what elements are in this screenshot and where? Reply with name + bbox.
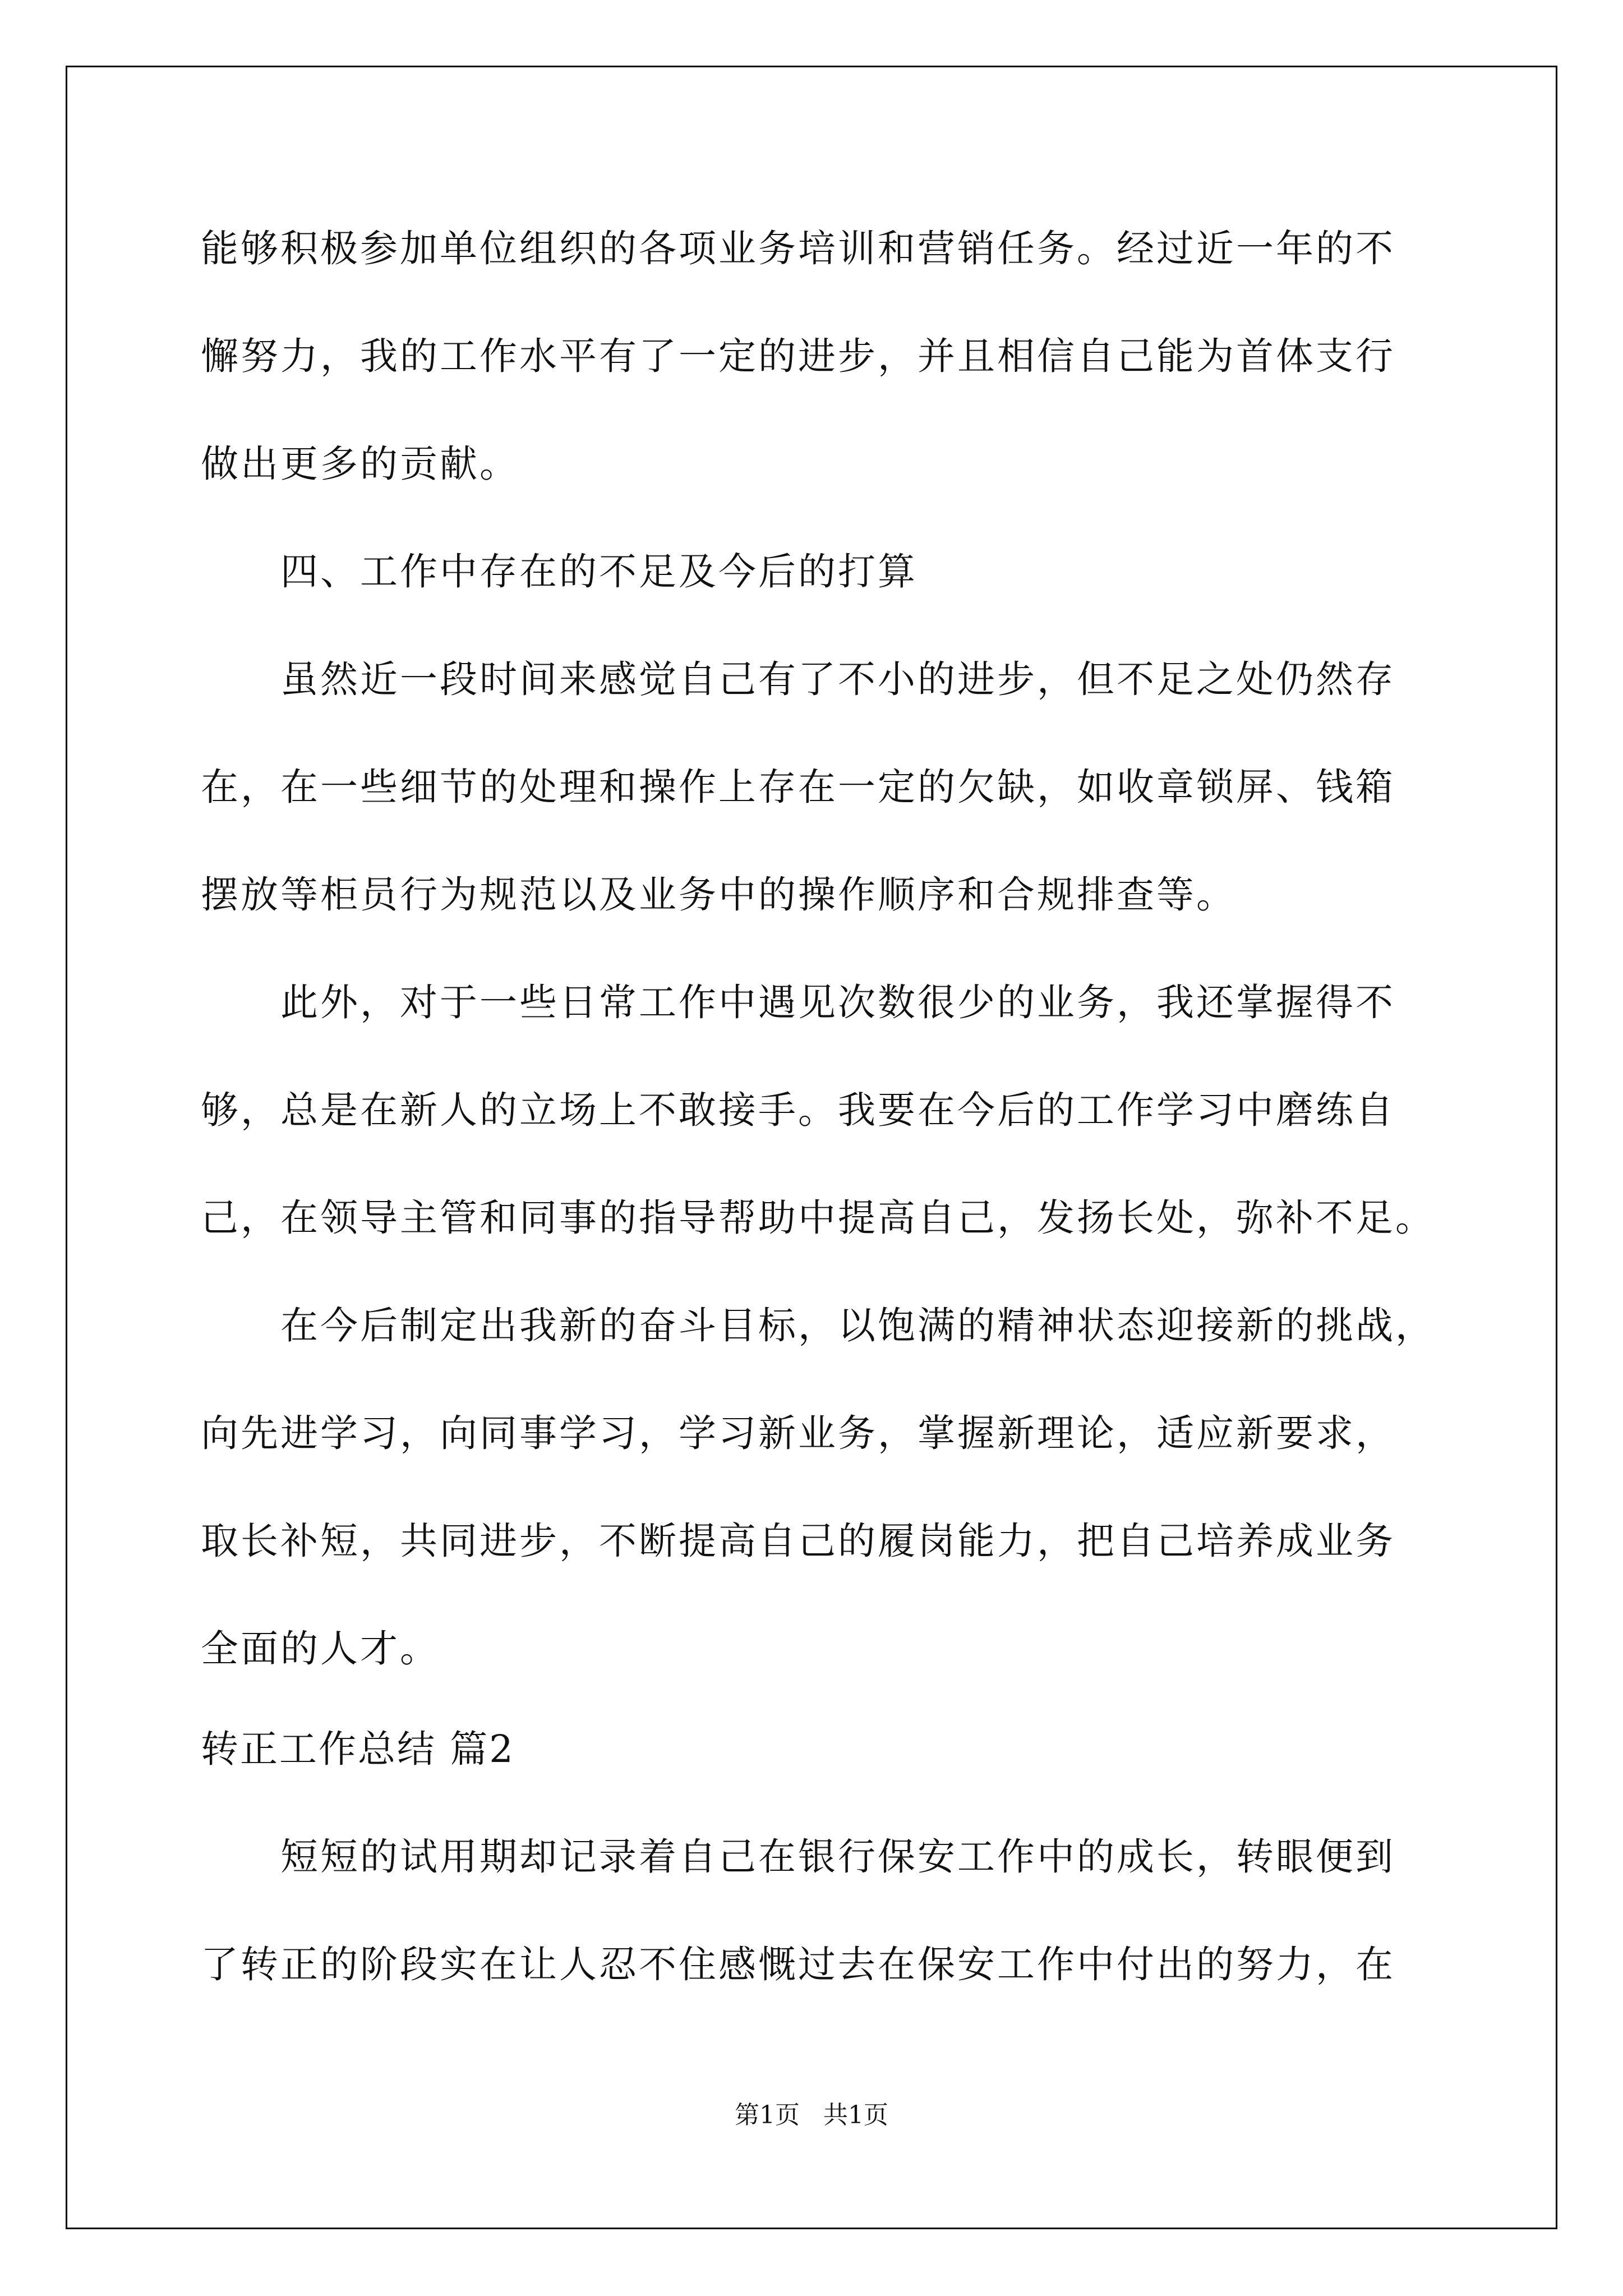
article-heading: 转正工作总结 篇2 bbox=[201, 1727, 515, 1771]
text-line: 全面的人才。 bbox=[201, 1627, 440, 1671]
text-line: 摆放等柜员行为规范以及业务中的操作顺序和合规排查等。 bbox=[201, 873, 1236, 917]
text-line: 了转正的阶段实在让人忍不住感慨过去在保安工作中付出的努力，在 bbox=[201, 1943, 1395, 1986]
section-heading: 四、工作中存在的不足及今后的打算 bbox=[280, 550, 917, 593]
text-line: 在，在一些细节的处理和操作上存在一定的欠缺，如收章锁屏、钱箱 bbox=[201, 765, 1395, 809]
text-line: 取长补短，共同进步，不断提高自己的履岗能力，把自己培养成业务 bbox=[201, 1519, 1395, 1563]
text-line: 短短的试用期却记录着自己在银行保安工作中的成长，转眼便到 bbox=[280, 1835, 1395, 1879]
text-line: 够，总是在新人的立场上不敢接手。我要在今后的工作学习中磨练自 bbox=[201, 1088, 1395, 1132]
text-line: 在今后制定出我新的奋斗目标，以饱满的精神状态迎接新的挑战， bbox=[280, 1304, 1435, 1347]
text-line: 懈努力，我的工作水平有了一定的进步，并且相信自己能为首体支行 bbox=[201, 334, 1395, 378]
page-border bbox=[66, 66, 1557, 2229]
text-line: 向先进学习，向同事学习，学习新业务，掌握新理论，适应新要求， bbox=[201, 1411, 1395, 1455]
text-line: 能够积极参加单位组织的各项业务培训和营销任务。经过近一年的不 bbox=[201, 227, 1395, 270]
text-line: 己，在领导主管和同事的指导帮助中提高自己，发扬长处，弥补不足。 bbox=[201, 1196, 1435, 1240]
page-footer: 第1页 共1页 bbox=[735, 2101, 888, 2129]
text-line: 此外，对于一些日常工作中遇见次数很少的业务，我还掌握得不 bbox=[280, 981, 1395, 1024]
text-line: 做出更多的贡献。 bbox=[201, 442, 519, 486]
text-line: 虽然近一段时间来感觉自己有了不小的进步，但不足之处仍然存 bbox=[280, 657, 1395, 701]
